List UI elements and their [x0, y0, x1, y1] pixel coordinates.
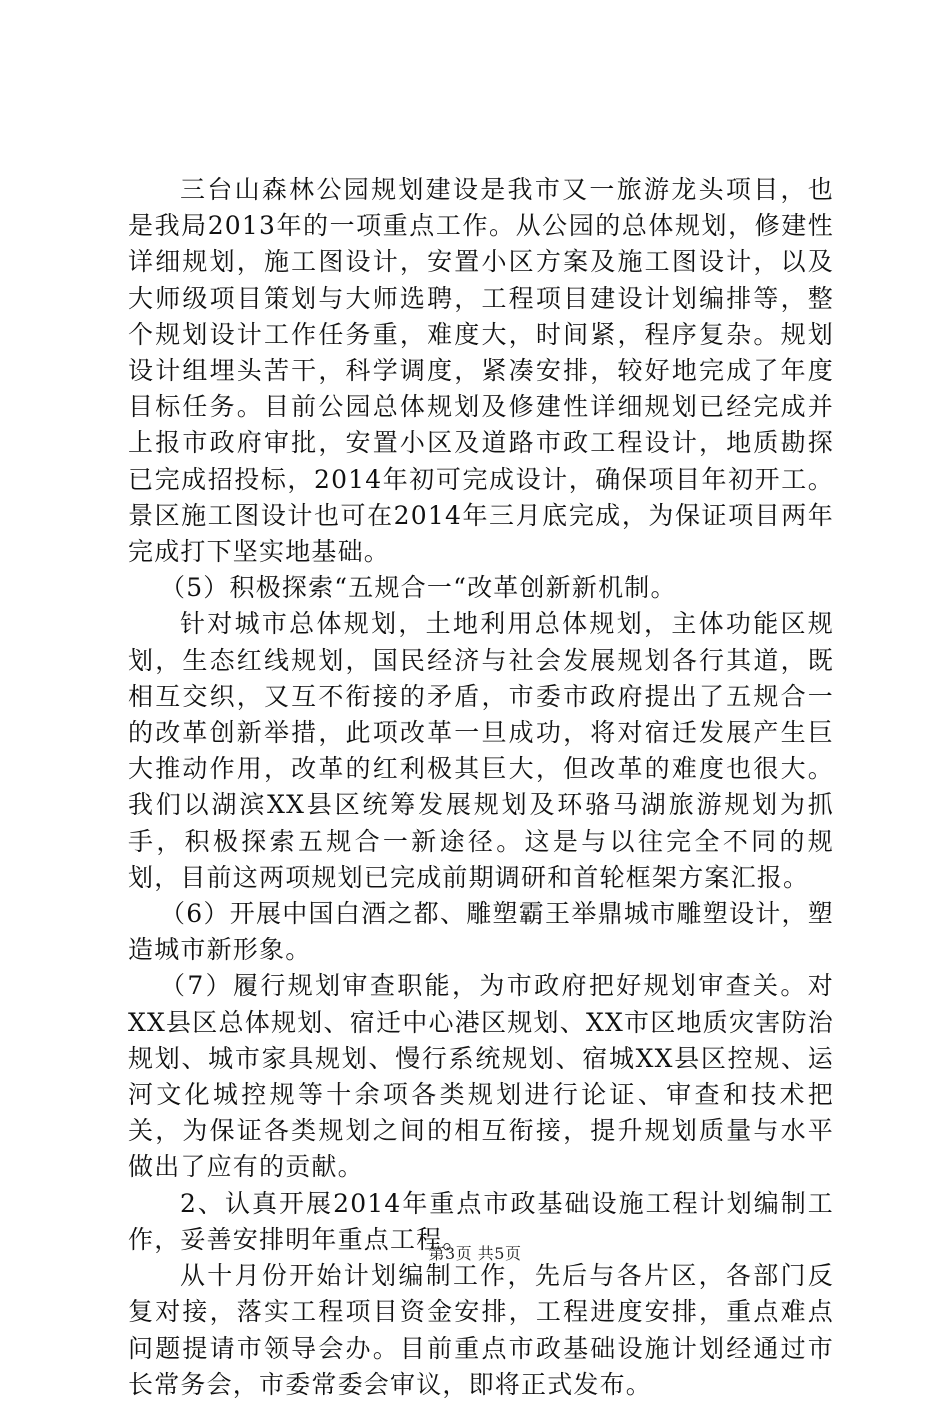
heading-section-2: 2、认真开展2014年重点市政基础设施工程计划编制工作，妥善安排明年重点工程。: [128, 1188, 834, 1254]
heading-item-5: （5）积极探索“五规合一“改革创新新机制。: [160, 573, 677, 603]
paragraph-item-7: （7）履行规划审查职能，为市政府把好规划审查关。对XX县区总体规划、宿迁中心港区规划、XX市区地质灾害防治规划、城市家具规划、慢行系统规划、宿城XX县区控规、运河文化城控规等十余项各类规划进行论证、审查和技术把关，为保证各类规划之间的相互衔接，提升规划质量与水平做出了应有的贡献。: [128, 971, 834, 1182]
paragraph-five-plans: 针对城市总体规划，土地利用总体规划，主体功能区规划，生态红线规划，国民经济与社会发展规划各行其道，既相互交织，又互不衔接的矛盾，市委市政府提出了五规合一的改革创新举措，此项改革一旦成功，将对宿迁发展产生巨大推动作用，改革的红利极其巨大，但改革的难度也很大。我们以湖滨XX县区统筹发展规划及环骆马湖旅游规划为抓手，积极探索五规合一新途径。这是与以往完全不同的规划，目前这两项规划已完成前期调研和首轮框架方案汇报。: [128, 609, 834, 892]
page-number-footer: 第3页 共5页: [428, 1244, 522, 1263]
paragraph-plan-compilation: 从十月份开始计划编制工作，先后与各片区，各部门反复对接，落实工程项目资金安排，工程进度安排，重点难点问题提请市领导会办。目前重点市政基础设施计划经通过市长常务会，市委常委会审议，即将正式发布。: [128, 1261, 834, 1399]
paragraph-santaishan-park: 三台山森林公园规划建设是我市又一旅游龙头项目，也是我局2013年的一项重点工作。从公园的总体规划，修建性详细规划，施工图设计，安置小区方案及施工图设计，以及大师级项目策划与大师选聘，工程项目建设计划编排等，整个规划设计工作任务重，难度大，时间紧，程序复杂。规划设计组埋头苦干，科学调度，紧凑安排，较好地完成了年度目标任务。目前公园总体规划及修建性详细规划已经完成并上报市政府审批，安置小区及道路市政工程设计，地质勘探已完成招投标，2014年初可完成设计，确保项目年初开工。景区施工图设计也可在2014年三月底完成，为保证项目两年完成打下坚实地基础。: [128, 175, 834, 567]
heading-item-6: （6）开展中国白酒之都、雕塑霸王举鼎城市雕塑设计，塑造城市新形象。: [128, 899, 834, 965]
document-body: [128, 172, 834, 1403]
